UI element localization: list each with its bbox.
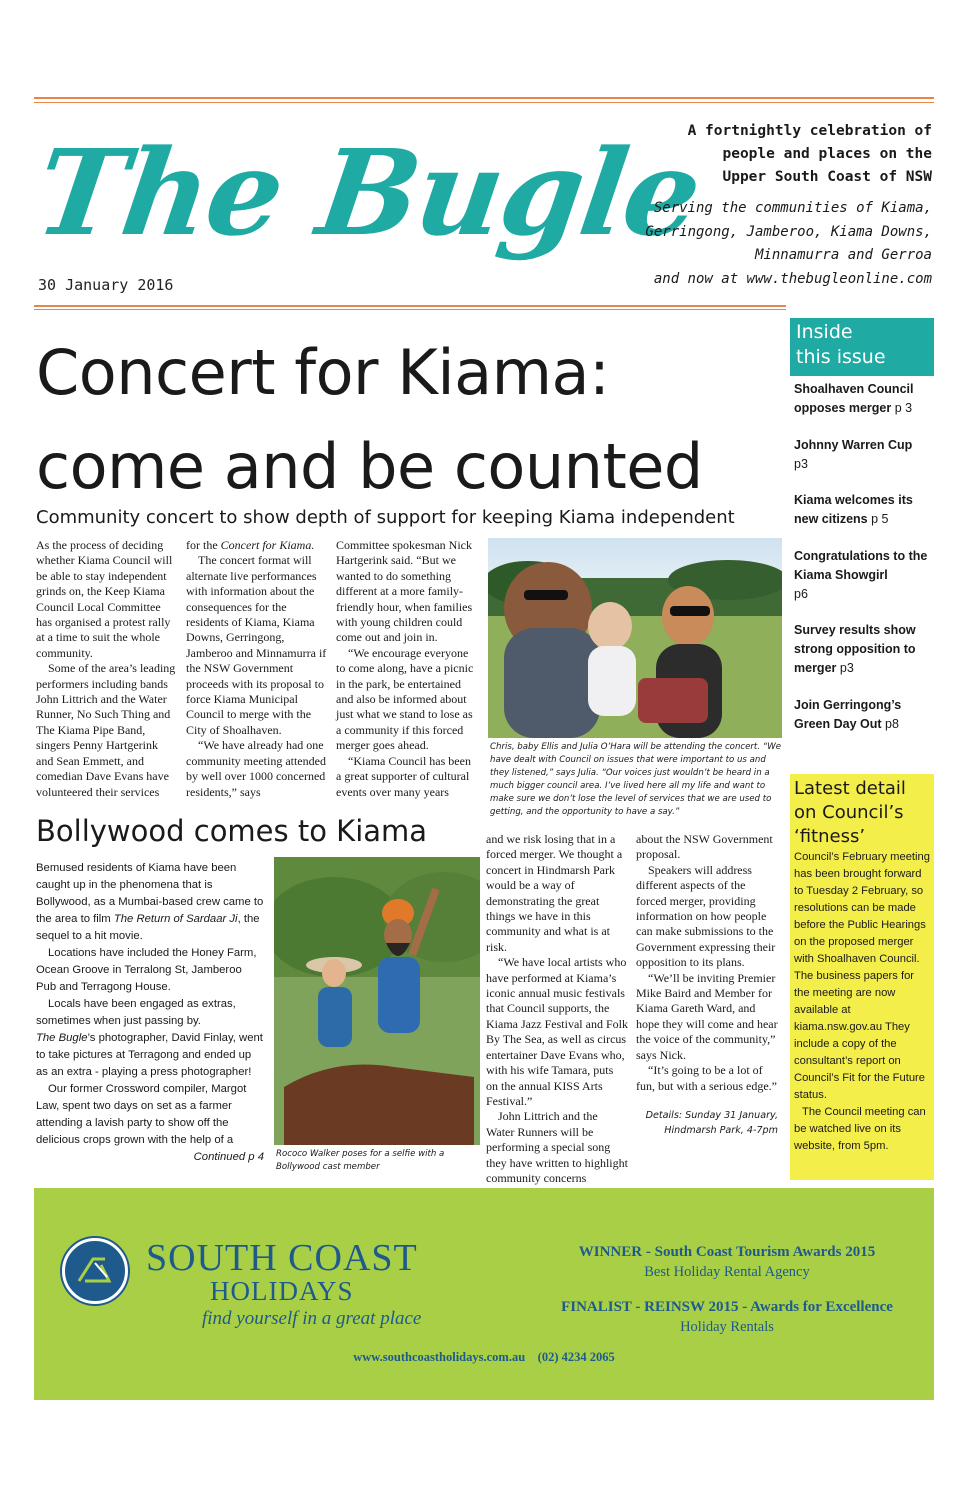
paragraph: As the process of deciding whether Kiama Council will be able to stay independent grinds on, the Keep Kiama Council Local Committee has organised a protest rally at a time to suit the whole community.: [36, 538, 173, 660]
text: ’s photographer, David Finlay, went to take pictures at Terragong and ended up as an extra - playing a press photographer!: [36, 1032, 263, 1078]
paragraph: “It’s going to be a lot of fun, but with a serious edge.”: [636, 1063, 777, 1093]
paragraph: The Council meeting can be watched live on its website, from 5pm.: [794, 1106, 926, 1152]
continued-note: Continued p 4: [193, 1151, 264, 1163]
award-title: [542, 1242, 912, 1262]
family-photo-illustration: [488, 538, 782, 738]
paragraph: John Littrich and the Water Runners will be performing a special song they have written to highlight community concerns: [486, 1109, 628, 1185]
event-details-line: Details: Sunday 31 January,: [645, 1109, 778, 1121]
ad-award-winner: [542, 1242, 912, 1282]
bollywood-column: [36, 860, 264, 1166]
paragraph: about the NSW Government proposal.: [636, 832, 773, 862]
lead-column-1: [36, 538, 178, 800]
ad-brand-name: SOUTH COAST: [146, 1237, 418, 1279]
issue-date: 30 January 2016: [38, 276, 174, 294]
serving-communities: [552, 197, 932, 291]
paragraph: Locals have been engaged as extras, sometimes when just passing by.: [36, 998, 236, 1027]
serving-line: and now at www.thebugleonline.com: [653, 270, 932, 287]
serving-line: Serving the communities of Kiama,: [653, 200, 932, 216]
lead-subhead: Community concert to show depth of support for keeping Kiama independent: [36, 507, 735, 528]
inside-item[interactable]: [794, 621, 934, 678]
inside-heading-line: this issue: [796, 346, 886, 368]
paragraph: “We have already had one community meeting attended by well over 1000 concerned residents,” says: [186, 738, 326, 799]
inside-item[interactable]: [794, 547, 934, 604]
ad-tagline: find yourself in a great place: [202, 1308, 422, 1329]
event-details-line: Hindmarsh Park, 4-7pm: [664, 1124, 778, 1136]
inside-heading-line: Inside: [796, 321, 853, 343]
latest-heading: Latest detail on Council’s ‘fitness’: [794, 778, 906, 847]
paragraph: Locations have included the Honey Farm, Ocean Groove in Terralong St, Jamberoo Pub and Terragong House.: [36, 947, 257, 993]
family-photo-caption: Chris, baby Ellis and Julia O’Hara will be attending the concert. “We have dealt with Council on issues that were important to us and they listened,” says Julia. “Our voices just wouldn’t be heard in a much bigger council area. I’ve lived here all my life and want to make sure we don’t lose the level of services that we are used to getting, and the opportunity to have a say.”: [490, 742, 782, 817]
inside-item-page: p3: [794, 457, 808, 471]
inside-item[interactable]: [794, 380, 934, 418]
serving-line: Minnamurra and Gerroa: [754, 247, 932, 263]
masthead-rule-thin: [34, 309, 786, 310]
paragraph: Our former Crossword compiler, Margot Law, spent two days on set as a farmer attending a lavish party to show off the delicious crops grown with the help of a: [36, 1083, 247, 1146]
award-status: FINALIST: [561, 1299, 632, 1315]
inside-item[interactable]: [794, 696, 934, 734]
paragraph: and we risk losing that in a forced merger. We thought a concert in Hindmarsh Park would be a way of demonstrating the great things we have in this community and what is at risk.: [486, 832, 623, 954]
paragraph: “We’ll be inviting Premier Mike Baird and Member for Kiama Gareth Ward, and hope they will come and hear the voice of the community,” says Nick.: [636, 970, 778, 1062]
text: Bemused residents of Kiama have been caught up in the phenomena that is Bollywood, as a Mumbai-based crew came to the area to film: [36, 862, 264, 925]
lead-column-3: [336, 538, 478, 800]
bollywood-photo: [274, 857, 480, 1145]
ad-website-link[interactable]: www.southcoastholidays.com.au: [353, 1350, 526, 1364]
award-title: [542, 1297, 912, 1317]
bollywood-photo-illustration: [274, 857, 480, 1145]
family-photo: [488, 538, 782, 738]
paragraph: Council’s February meeting has been brought forward to Tuesday 2 February, so resolutions can be made before the Public Hearings on the proposed merger with Shoalhaven Council. The business papers for the meeting are now available at kiama.nsw.gov.au They include a copy of the consultant’s report on Council’s Fit for the Future status.: [794, 851, 930, 1101]
paragraph: [36, 860, 264, 945]
inside-item[interactable]: [794, 491, 934, 529]
latest-detail-box: [790, 774, 934, 1180]
tagline: [572, 120, 932, 189]
tagline-line: Upper South Coast of NSW: [722, 169, 932, 185]
paragraph: Some of the area’s leading performers including bands John Littrich and the Water Runner, No Such Thing and The Kiama Pipe Band, singers Penny Hartgerink and Sean Emmett, and comedian Dave Evans have volunteered their services: [36, 661, 176, 799]
tagline-line: people and places on the: [722, 146, 932, 162]
ad-phone: (02) 4234 2065: [537, 1350, 615, 1364]
paragraph: “Kiama Council has been a great supporter of cultural events over many years: [336, 753, 471, 799]
inside-item-title: Congratulations to the Kiama Showgirl: [794, 549, 928, 582]
lead-column-4: [486, 832, 628, 1186]
award-name: - REINSW 2015 - Awards for Excellence: [631, 1299, 893, 1315]
inside-item-page: p6: [794, 587, 808, 601]
south-coast-holidays-ad[interactable]: [34, 1188, 934, 1400]
paper-name: The Bugle: [36, 1032, 88, 1044]
lead-headline: [36, 326, 776, 514]
inside-item[interactable]: [794, 436, 934, 474]
text: , the sequel to a hit movie.: [36, 913, 260, 942]
paragraph: “We have local artists who have performed at Kiama’s iconic annual music festivals that Council supports, the Kiama Jazz Festival and Folk By The Sea, as well as circus entertainer Dave Evans who, with his wife Tamara, puts on the annual KISS Arts Festival.”: [486, 955, 628, 1108]
bollywood-photo-caption: Rococo Walker poses for a selfie with a Bollywood cast member: [276, 1149, 445, 1172]
inside-item-title: Kiama welcomes its new citizens: [794, 493, 913, 526]
paragraph: Speakers will address different aspects of the forced merger, providing information on how people can make submissions to the Government expressing their opposition to its plans.: [636, 862, 776, 970]
paragraph: The concert format will alternate live performances with information about the consequences for the residents of Kiama, Kiama Downs, Gerringong, Jamberoo and Minnamurra if the NSW Government proceeds with its proposal to force Kiama Municipal Council to merge with the City of Shoalhaven.: [186, 553, 327, 737]
inside-item-page: p 3: [891, 401, 913, 415]
headline-line-1: Concert for Kiama:: [36, 336, 610, 409]
inside-item-page: p3: [836, 661, 854, 675]
ad-brand-sub: HOLIDAYS: [210, 1276, 354, 1306]
ad-contact: [34, 1350, 934, 1365]
award-status: WINNER: [578, 1244, 643, 1260]
deckchair-icon: [65, 1241, 125, 1301]
text: for the: [186, 538, 221, 552]
top-rule-thin: [34, 102, 934, 103]
bollywood-heading: Bollywood comes to Kiama: [36, 814, 428, 848]
lead-column-5: [636, 832, 778, 1138]
masthead-title: The Bugle: [28, 123, 708, 262]
paragraph: “We encourage everyone to come along, have a picnic in the park, be entertained and also be informed about just what we stand to lose as a community if this forced merger goes ahead.: [336, 645, 474, 753]
masthead-rule: [34, 305, 786, 307]
deckchair-logo-icon: [62, 1238, 128, 1304]
paragraph: Committee spokesman Nick Hartgerink said. “But we wanted to do something different at a more family-friendly hour, when families with young children could come out and join in.: [336, 538, 473, 645]
tagline-line: A fortnightly celebration of: [687, 123, 932, 139]
top-rule: [34, 97, 934, 99]
paragraph: [36, 1030, 264, 1081]
inside-item-title: Join Gerringong’s Green Day Out: [794, 698, 902, 731]
lead-column-2: [186, 538, 328, 800]
award-sub: Best Holiday Rental Agency: [644, 1264, 810, 1280]
event-details: [636, 1108, 778, 1138]
inside-item-title: Survey results show strong opposition to merger: [794, 623, 916, 675]
inside-item-page: p 5: [867, 512, 889, 526]
paragraph: [186, 538, 328, 553]
headline-line-2: come and be counted: [36, 430, 703, 503]
award-sub: Holiday Rentals: [680, 1319, 774, 1335]
inside-item-title: Johnny Warren Cup: [794, 438, 913, 452]
inside-item-page: p8: [881, 717, 899, 731]
inside-this-issue-box: [790, 318, 934, 376]
serving-line: Gerringong, Jamberoo, Kiama Downs,: [645, 223, 932, 240]
award-name: - South Coast Tourism Awards 2015: [642, 1244, 876, 1260]
inside-item-title: Shoalhaven Council opposes merger: [794, 382, 914, 415]
ad-award-finalist: [542, 1297, 912, 1337]
concert-name: Concert for Kiama.: [220, 538, 315, 552]
film-title: The Return of Sardaar Ji: [113, 913, 238, 925]
